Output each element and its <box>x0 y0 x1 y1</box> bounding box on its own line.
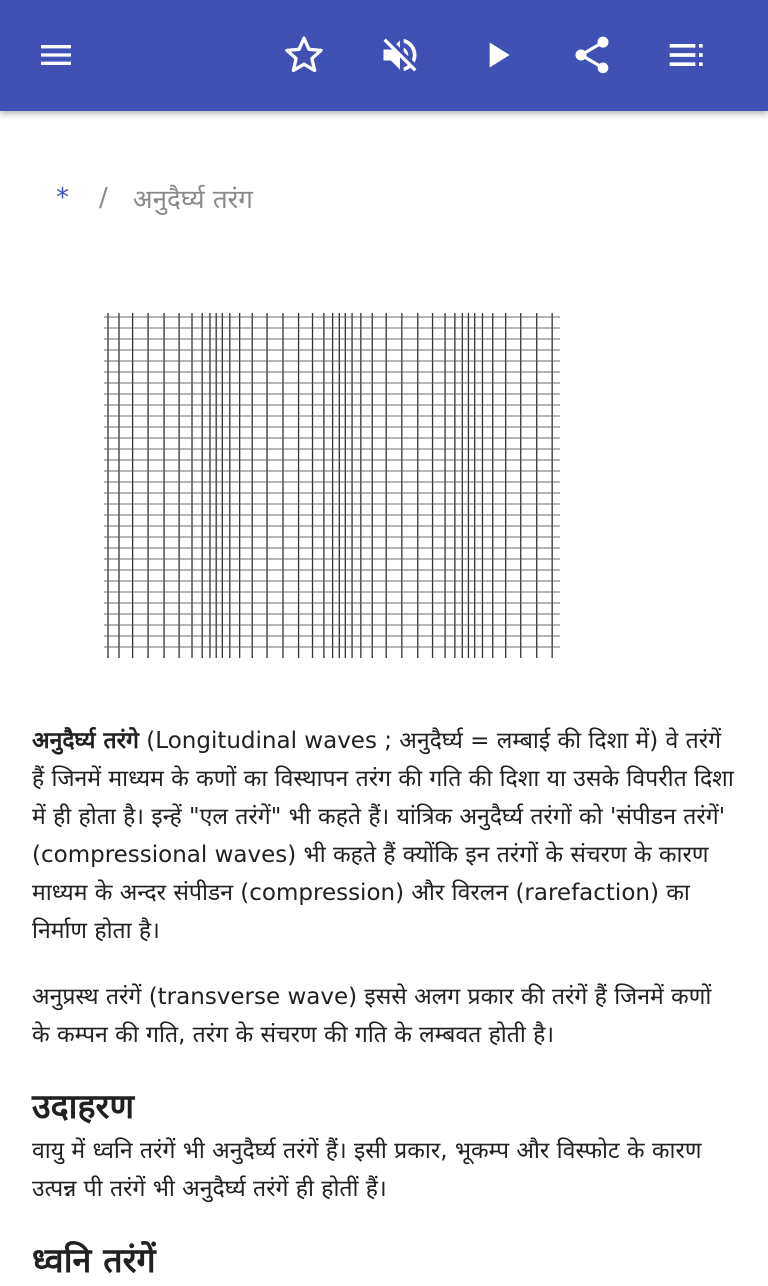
play-button[interactable] <box>470 27 526 83</box>
examples-heading: उदाहरण <box>32 1087 135 1127</box>
transverse-paragraph: अनुप्रस्थ तरंगें (transverse wave) इससे अलग प्रकार की तरंगें हैं जिनमें कणों के कम्पन की गति, तरंग के संचरण की गति के लम्बवत होती है। <box>32 984 712 1048</box>
breadcrumb-home-link[interactable]: * <box>56 183 69 213</box>
share-button[interactable] <box>564 27 620 83</box>
examples-paragraph: वायु में ध्वनि तरंगें भी अनुदैर्घ्य तरंगें हैं। इसी प्रकार, भूकम्प और विस्फोट के कारण उत्पन्न पी तरंगें भी अनुदैर्घ्य तरंगें ही होतीं हैं। <box>32 1138 702 1202</box>
menu-icon <box>36 35 76 75</box>
share-icon <box>570 33 614 77</box>
app-toolbar <box>0 0 768 111</box>
longitudinal-wave-grid-image <box>104 313 560 658</box>
mute-button[interactable] <box>372 27 428 83</box>
intro-paragraph <box>32 722 736 950</box>
play-icon <box>478 35 518 75</box>
intro-term: अनुदैर्घ्य तरंगे <box>32 728 139 754</box>
menu-button[interactable] <box>28 27 84 83</box>
contents-button[interactable] <box>660 27 716 83</box>
breadcrumb-current: अनुदैर्घ्य तरंग <box>132 185 253 215</box>
breadcrumb <box>56 176 253 220</box>
intro-text: (Longitudinal waves ; अनुदैर्घ्य = लम्बाई की दिशा में) वे तरंगें हैं जिनमें माध्यम के कणों का विस्थापन तरंग की गति की दिशा या उसके विपरीत दिशा में ही होता है। इन्हें "एल तरंगें" भी कहते हैं। यांत्रिक अनुदैर्घ्य तरंगों को 'संपीडन तरंगें' (compressional waves) भी कहते हैं क्योंकि इन तरंगों के संचरण के कारण माध्यम के अन्दर संपीडन (compression) और विरलन (rarefaction) का निर्माण होता है। <box>32 728 734 944</box>
sound-waves-heading: ध्वनि तरंगें <box>32 1241 156 1281</box>
bookmark-button[interactable] <box>276 27 332 83</box>
star-icon <box>282 33 326 77</box>
article-body <box>32 722 736 1286</box>
playlist-icon <box>666 33 710 77</box>
breadcrumb-separator: / <box>99 183 108 213</box>
volume-off-icon <box>378 33 422 77</box>
